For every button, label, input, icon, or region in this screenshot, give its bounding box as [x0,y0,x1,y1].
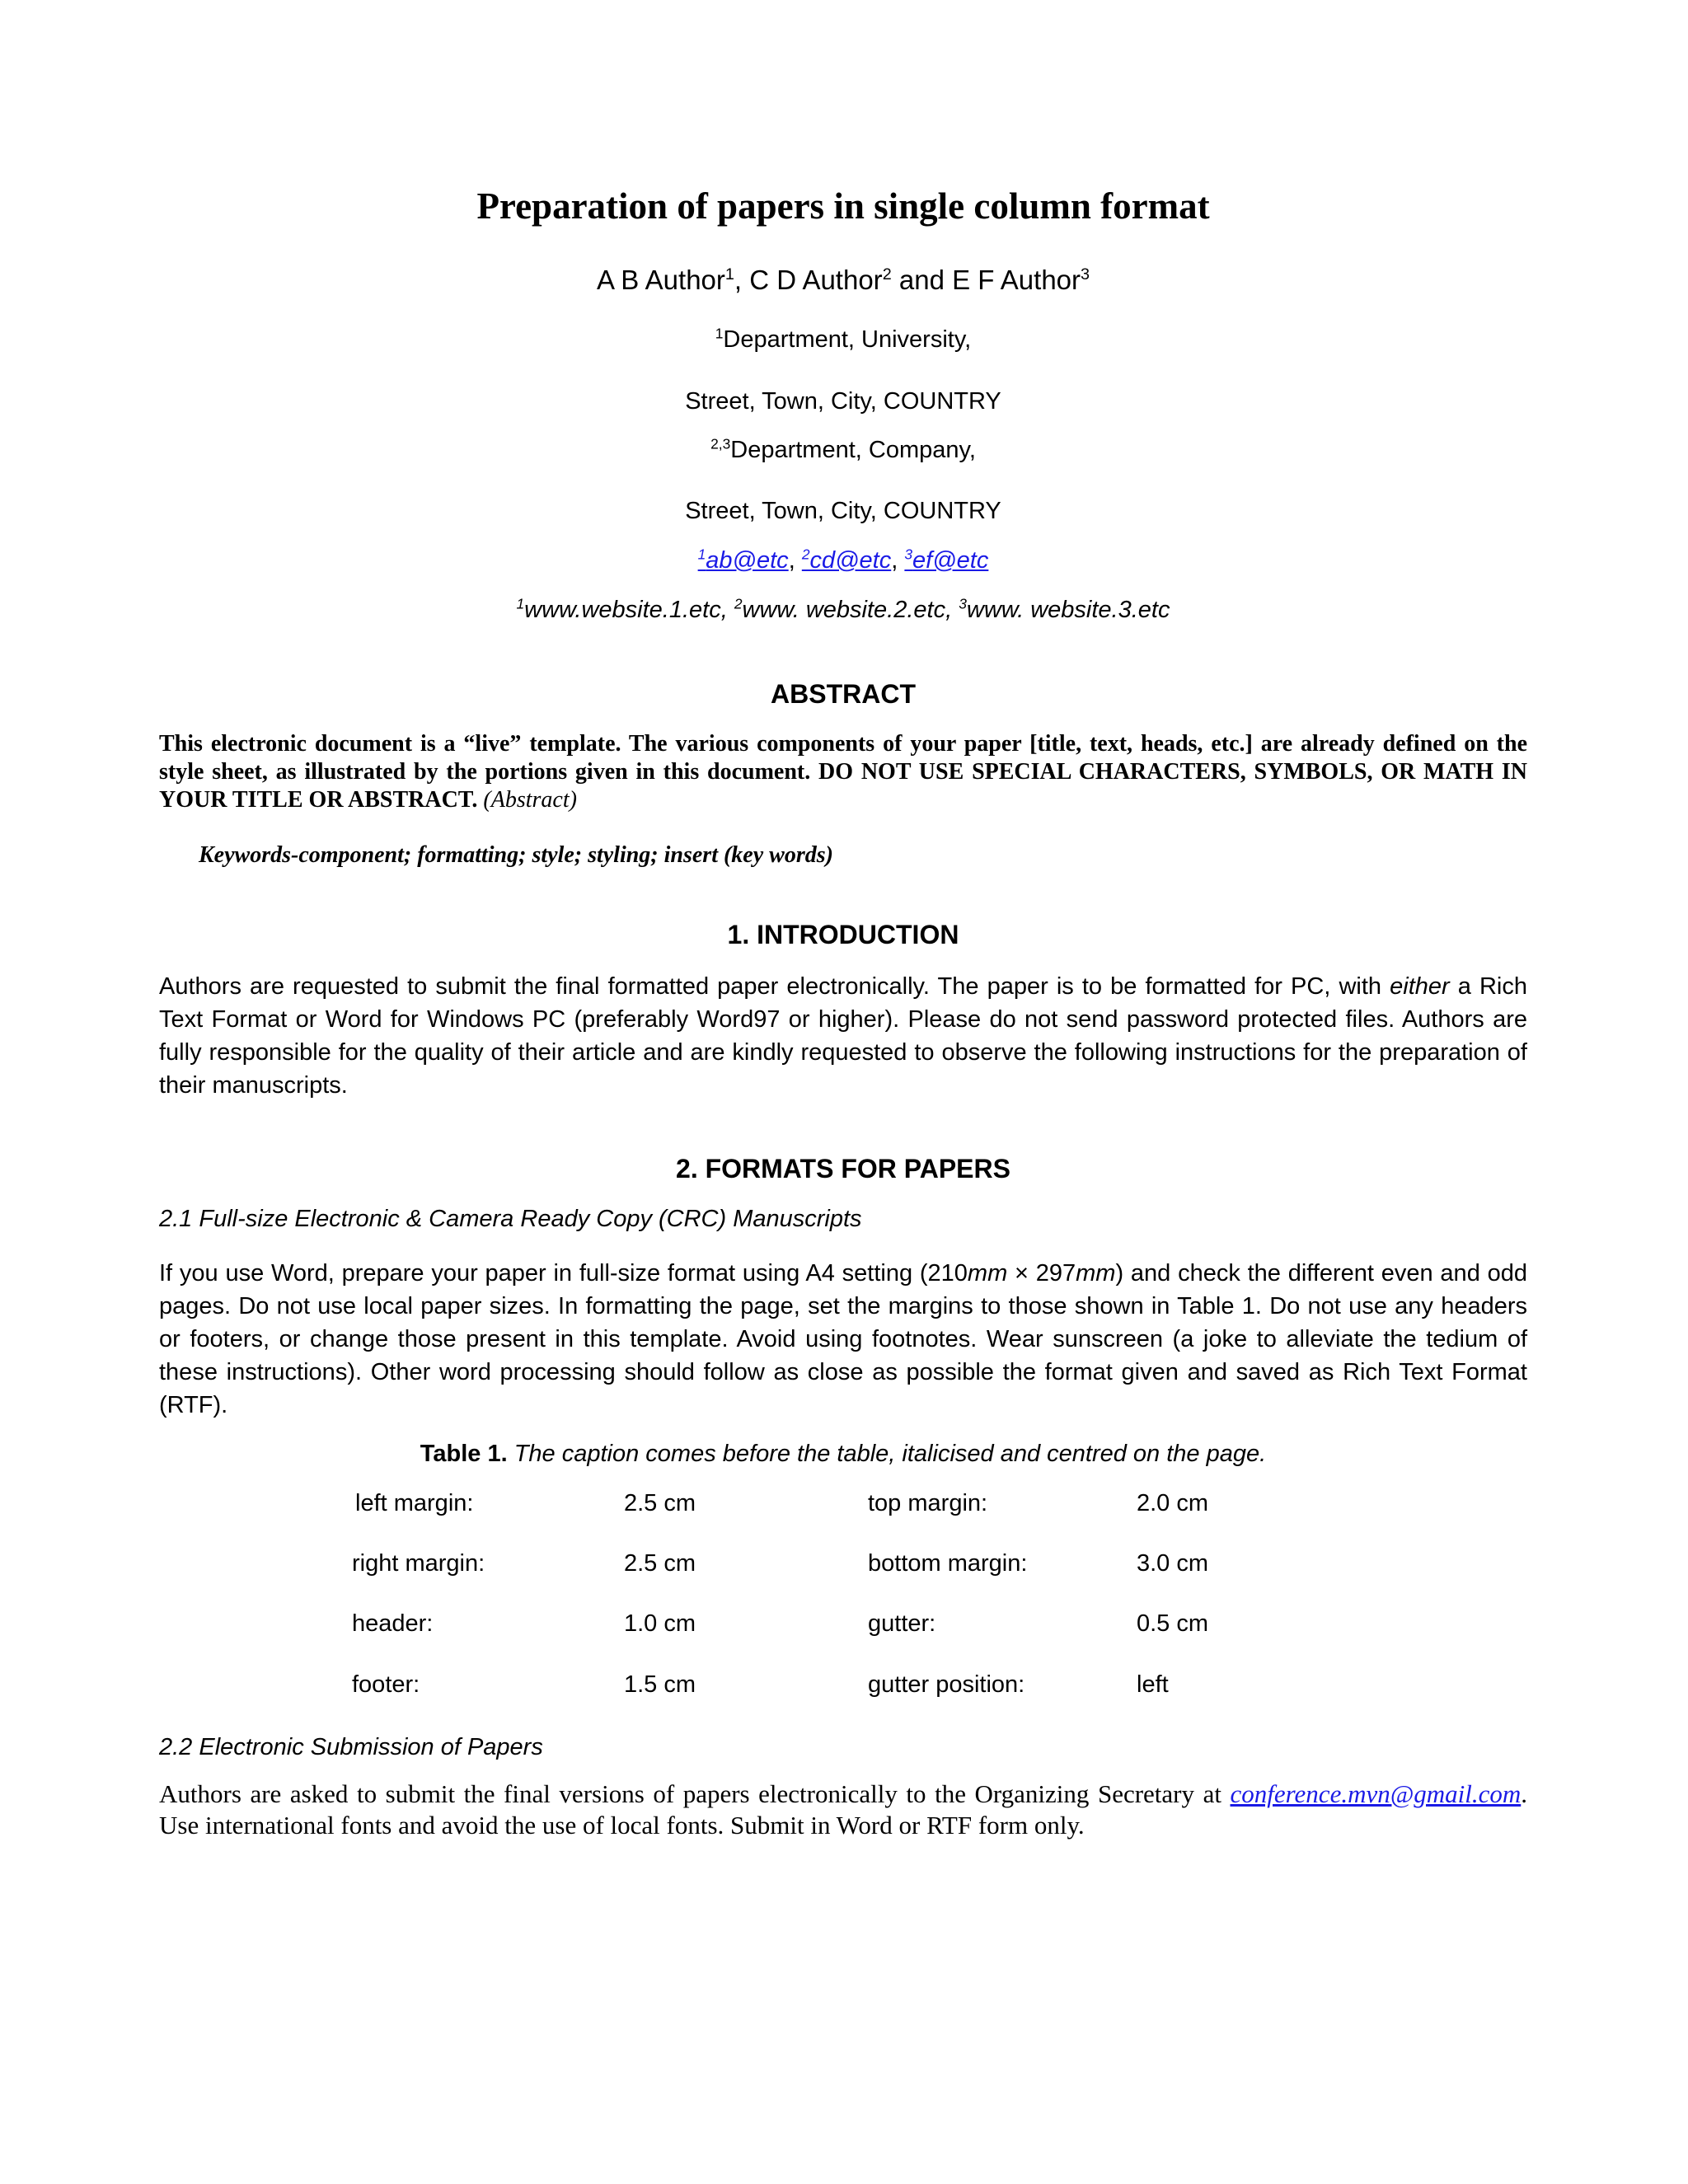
table-cell: 2.5 cm [624,1550,696,1577]
email-text: ef@etc [912,547,989,574]
subsection-heading: 2.2 Electronic Submission of Papers [159,1734,543,1760]
table-cell: gutter position: [868,1671,1025,1698]
author-name: E F Author [952,265,1081,295]
abstract-text [159,730,1527,814]
author-line [159,260,1527,300]
table-cell: left margin: [355,1490,474,1516]
section-heading-formats: 2. FORMATS FOR PAPERS [676,1154,1010,1183]
submission-paragraph [159,1779,1527,1841]
email-text: cd@etc [809,547,892,574]
text-run: ) and check the different even and odd pages. Do not use local paper sizes. In formatting the page, set the margins to those shown in Table 1. Do not use any headers or footers, or change those present in this template. Avoid using footnotes. Wear sunscreen (a joke to alleviate the tedium of these instructions). Other word processing should follow as close as possible the format given and saved as Rich Text Format (RTF). [159,1260,1527,1418]
email-superscript: 2 [801,546,810,563]
table-cell: 2.5 cm [624,1490,696,1516]
website-superscript: 2 [734,595,743,612]
table-cell: gutter: [868,1610,936,1637]
paper-title: Preparation of papers in single column format [476,185,1210,227]
emphasis-text: either [1390,973,1450,1000]
table-cell: right margin: [352,1550,485,1577]
website-superscript: 1 [516,595,525,612]
email-link[interactable] [904,547,988,574]
email-separator: , [788,547,802,574]
table-cell: bottom margin: [868,1550,1028,1577]
abstract-tag: (Abstract) [483,787,577,813]
table-cell: left [1137,1671,1169,1698]
email-link[interactable] [698,547,789,574]
author-separator: and [891,265,953,295]
website-superscript: 3 [959,595,967,612]
author-name: A B Author [596,265,725,295]
table-caption [159,1437,1527,1470]
website-line [159,593,1527,626]
caption-text: The caption comes before the table, italicised and centred on the page. [507,1441,1267,1467]
affiliation-superscript: 2,3 [710,435,731,452]
author-separator: , [734,265,750,295]
table-cell: 0.5 cm [1137,1610,1209,1637]
website-text: www. website.3.etc [966,597,1170,623]
subsection-heading: 2.1 Full-size Electronic & Camera Ready Copy (CRC) Manuscripts [159,1206,862,1232]
table-cell: footer: [352,1671,420,1698]
table-cell: header: [352,1610,434,1637]
affiliation-line [159,323,1527,356]
abstract-body: This electronic document is a “live” template. The various components of your paper [title, text, heads, etc.] are already defined on the style sheet, as illustrated by the portions given in this document. DO NOT USE SPECIAL CHARACTERS, SYMBOLS, OR MATH IN YOUR TITLE OR ABSTRACT. [159,731,1527,813]
affiliation-line [159,434,1527,466]
conference-email-link[interactable]: conference.mvn@gmail.com [1230,1779,1522,1808]
email-line [159,544,1527,577]
table-cell: 2.0 cm [1137,1490,1209,1516]
affiliation-text: Department, University, [723,326,972,353]
text-run: a Rich Text Format or Word for Windows PC (preferably Word97 or higher). Please do not send password protected files. Authors are fully responsible for the quality of their article and are kindly requested to observe the following instructions for the preparation of their manuscripts. [159,973,1527,1099]
formats-paragraph [159,1257,1527,1422]
email-separator: , [891,547,905,574]
website-text: www.website.1.etc, [524,597,734,623]
affiliation-superscript: 1 [715,325,724,342]
table-cell: 1.5 cm [624,1671,696,1698]
table-cell: 1.0 cm [624,1610,696,1637]
unit-text: mm [967,1260,1008,1286]
email-superscript: 3 [904,546,913,563]
affiliation-address: Street, Town, City, COUNTRY [685,498,1001,524]
text-run: Authors are asked to submit the final versions of papers electronically to the Organizing Secretary at [159,1779,1231,1808]
text-run: Authors are requested to submit the final formatted paper electronically. The paper is to be formatted for PC, with [159,973,1390,1000]
email-text: ab@etc [706,547,789,574]
unit-text: mm [1076,1260,1116,1286]
email-link[interactable] [802,547,891,574]
section-heading-introduction: 1. INTRODUCTION [727,920,959,949]
author-superscript: 2 [882,265,892,284]
table-cell: 3.0 cm [1137,1550,1209,1577]
introduction-paragraph [159,970,1527,1102]
keywords: Keywords-component; formatting; style; styling; insert (key words) [199,842,833,868]
affiliation-address: Street, Town, City, COUNTRY [685,388,1001,415]
text-run: × 297 [1007,1260,1076,1286]
affiliation-text: Department, Company, [730,437,976,463]
author-superscript: 1 [724,265,734,284]
text-run: . Use international fonts and avoid the use of local fonts. Submit in Word or RTF form only. [159,1779,1527,1840]
text-run: If you use Word, prepare your paper in full-size format using A4 setting (210 [159,1260,968,1286]
caption-label: Table 1. [420,1441,508,1467]
author-superscript: 3 [1081,265,1090,284]
table-cell: top margin: [868,1490,988,1516]
website-text: www. website.2.etc, [742,597,959,623]
email-superscript: 1 [697,546,706,563]
abstract-heading: ABSTRACT [771,679,916,709]
author-name: C D Author [749,265,883,295]
